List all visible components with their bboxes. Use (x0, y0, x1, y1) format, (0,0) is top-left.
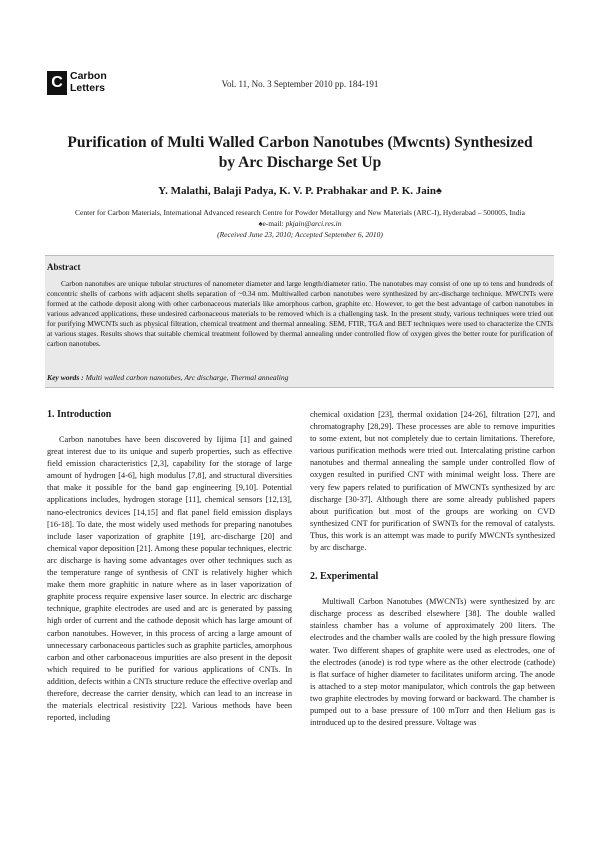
affiliation-institution: Center for Carbon Materials, International Advanced research Centre for Powder Metallurgy and New Materials (ARC-I), Hyderabad – 500005, India (75, 208, 525, 217)
left-column (47, 409, 292, 724)
author-list: Y. Malathi, Balaji Padya, K. V. P. Prabhakar and P. K. Jain♠ (158, 185, 442, 197)
introduction-paragraph: Carbon nanotubes have been discovered by Iijima [1] and gained great interest due to its unique and superb properties, such as effective field emission characteristics [2,3], capability for the storage of large amount of hydrogen [4-6], high modulus [7,8], and structural diversities that make it possible for the band gap engineering [9,10]. Potential applications includes, hydrogen storage [11], chemical sensors [12,13], nano-electronics devices [14,15] and flat panel field emission displays [16-18]. To date, the most widely used methods for preparing nanotubes include laser vaporization of graphite [19], arc-discharge [20] and chemical vapor deposition [21]. Among these popular techniques, electric arc discharge is having some advantages over other techniques such as the temperature range of synthesis of CNT is relatively higher which make them more graphitic in nature where as in laser vaporization of graphite process require expensive laser source. In electric arc discharge technique, graphite electrodes are used and arc is generated by passing high order of current and the cathode deposit which has large amount of carbon nanotubes. However, in this process of arcing a large amount of unnecessary carbonaceous particles such as graphite particles, amorphous carbon and other carbonaceous impurities are also present in the deposit which required to be purified for various applications of CNTs. In addition, defects within a CNTs structure reduce the effective overlap and therefore, decrease the carrier density, which can lead to an increase in the materials electrical resistivity [22]. Various methods have been reported, including (47, 435, 292, 723)
keywords-value: Multi walled carbon nanotubes, Arc discharge, Thermal annealing (85, 373, 289, 382)
email-link[interactable]: pkjain@arci.res.in (285, 218, 342, 228)
paper-title: Purification of Multi Walled Carbon Nanotubes (Mwcnts) Synthesized by Arc Discharge Set Up (67, 134, 533, 171)
keywords-label: Key words : (47, 373, 84, 382)
journal-logo-icon: C (47, 71, 67, 95)
section-heading-experimental: 2. Experimental (310, 571, 379, 583)
abstract-heading: Abstract (47, 262, 81, 272)
email-label: ♠e-mail: (258, 218, 286, 228)
section-spacer (310, 554, 555, 571)
received-dates: (Received June 23, 2010; Accepted September 6, 2010) (217, 229, 383, 239)
journal-name-line1: Carbon (70, 70, 107, 82)
affiliation-email-line (20, 219, 580, 230)
experimental-paragraph: Multiwall Carbon Nanotubes (MWCNTs) were synthesized by arc discharge process as described elsewhere [38]. The double walled stainless chamber has a volume of approximately 200 liters. The electrodes and the chamber walls are cooled by the high pressure flowing water. Two different shapes of graphite were used as electrodes, one of the electrodes (anode) is rod type where as the other electrode (cathode) is flat surface of higher diameter to facilitates uniform arcing. The anode is attached to a step motor manipulator, which controls the gap between two graphite electrodes by moving forward or backward. The chamber is pumped out to a base pressure of 100 mTorr and then Helium gas is introduced up to the desired pressure. Voltage was (310, 597, 555, 728)
section-heading-introduction: 1. Introduction (47, 409, 112, 420)
affiliation-block (20, 208, 580, 240)
abstract-text: Carbon nanotubes are unique tubular structures of nanometer diameter and large length/diameter ratio. The nanotubes may consist of one up to tens and hundreds of concentric shells of carbons with adjacent shells separation of ~0.34 nm. Multiwalled carbon nanotubes were synthesized by arc-discharge technique. MWCNTs were formed at the cathode deposit along with other carbonaceous materials like amorphous carbon, graphite etc. However, to get the best advantage of carbon nanotubes in various advanced applications, these undesired carbonaceous materials to be removed which is a challenging task. In the present study, various techniques were tried out for purifying MWCNTs such as physical filtration, chemical treatment and thermal annealing. SEM, FTIR, TGA and BET techniques were used to characterize the CNTs at various stages. Results shows that suitable chemical treatment followed by thermal annealing under controlled flow of oxygen gives the better route for purification of carbon nanotubes. (47, 279, 553, 348)
keywords-line (47, 373, 288, 382)
issue-info: Vol. 11, No. 3 September 2010 pp. 184-191 (221, 79, 379, 89)
journal-name-line2: Letters (70, 82, 106, 94)
introduction-continued-paragraph: chemical oxidation [23], thermal oxidation [24-26], filtration [27], and chromatography [28,29]. These processes are able to remove impurities to some extent, but not completely due to certain limitations. Therefore, various purification methods were tried out. Intercalating pristine carbon nanotubes and thermal annealing the sample under controlled flow of oxygen resulted in purified CNT with minimal weight loss. There are very few papers related to purification of MWCNTs synthesized by arc discharge [30-37]. Although there are some already published papers about purification but most of the groups are working on CVD synthesized CNT for purification of SWNTs for the removal of catalysts. Thus, this work is an attempt was made to purify MWCNTs synthesized by arc discharge. (310, 410, 555, 553)
right-column (310, 409, 555, 729)
